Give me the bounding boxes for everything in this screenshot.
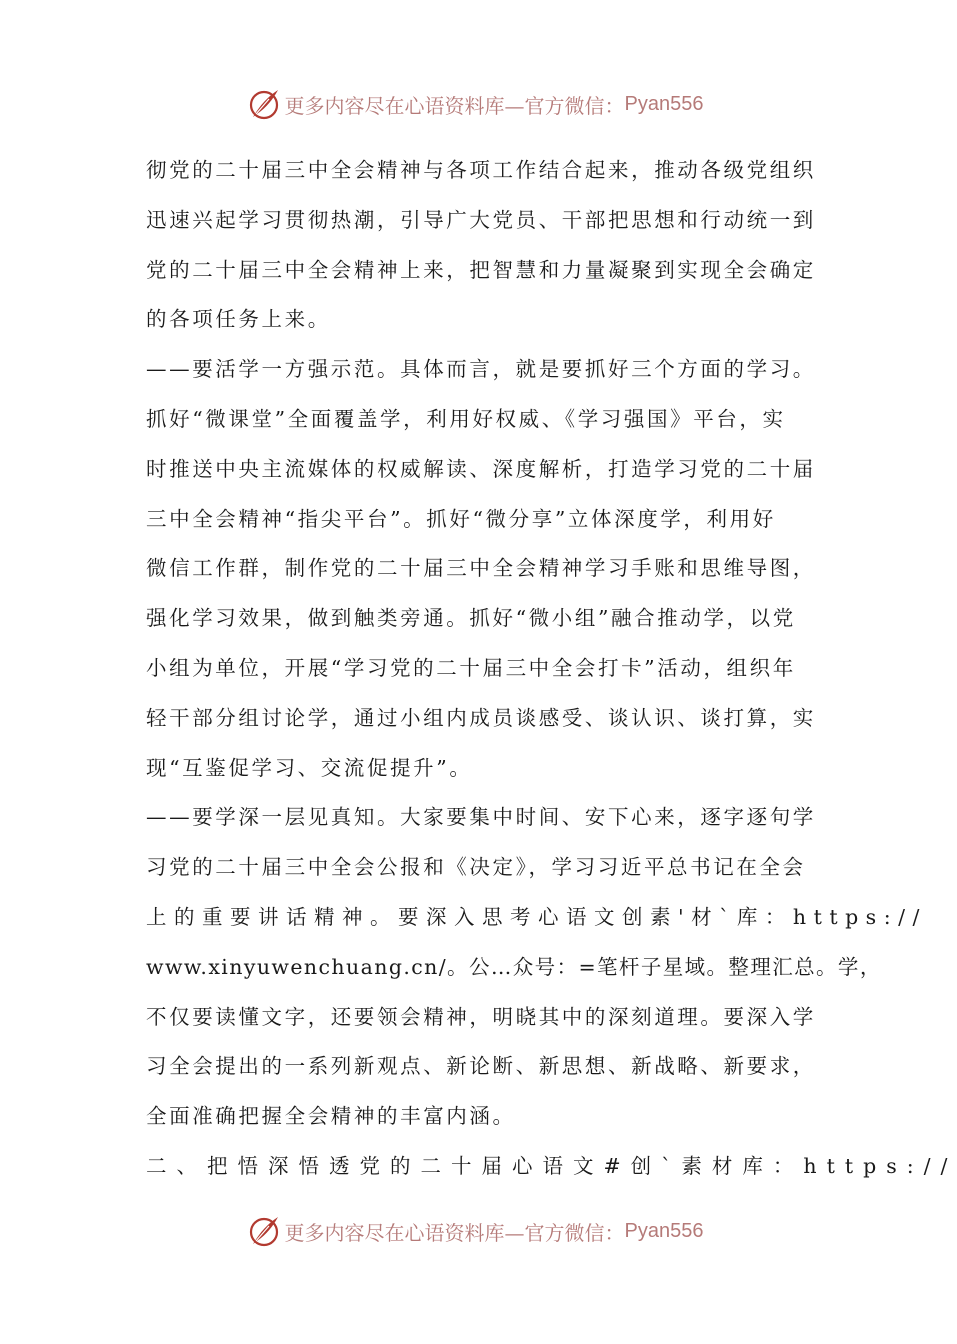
footer-banner bbox=[0, 1211, 950, 1251]
text-line: 抓好“微课堂”全面覆盖学，利用好权威、《学习强国》平台，实 bbox=[146, 406, 786, 431]
text-line: ——要学深一层见真知。大家要集中时间、安下心来，逐字逐句学 bbox=[146, 805, 816, 830]
text-line: www.xinyuwenchuang.cn/。公…众号：=笔杆子星域。整理汇总。学， bbox=[146, 954, 882, 979]
text-line: 时推送中央主流媒体的权威解读、深度解析，打造学习党的二十届 bbox=[146, 456, 816, 481]
banner-wechat-id: Pyan556 bbox=[624, 1219, 704, 1242]
text-line: 现“互鉴促学习、交流促提升”。 bbox=[146, 755, 473, 780]
text-line: 党的二十届三中全会精神上来，把智慧和力量凝聚到实现全会确定 bbox=[146, 257, 816, 282]
text-line: 迅速兴起学习贯彻热潮，引导广大党员、干部把思想和行动统一到 bbox=[146, 207, 816, 232]
document-body bbox=[146, 150, 957, 1196]
text-line: 习全会提出的一系列新观点、新论断、新思想、新战略、新要求， bbox=[146, 1054, 816, 1079]
quill-pen-logo-icon bbox=[247, 1214, 281, 1248]
header-banner bbox=[0, 84, 950, 124]
text-line: 三中全会精神“指尖平台”。抓好“微分享”立体深度学，利用好 bbox=[146, 506, 776, 531]
text-line: 习党的二十届三中全会公报和《决定》，学习习近平总书记在全会 bbox=[146, 855, 806, 880]
text-line: 轻干部分组讨论学，通过小组内成员谈感受、谈认识、谈打算，实 bbox=[146, 705, 816, 730]
text-line: ——要活学一方强示范。具体而言，就是要抓好三个方面的学习。 bbox=[146, 357, 816, 382]
text-line: 的各项任务上来。 bbox=[146, 307, 331, 332]
text-line: 强化学习效果，做到触类旁通。抓好“微小组”融合推动学，以党 bbox=[146, 606, 796, 631]
quill-pen-logo-icon bbox=[247, 87, 281, 121]
banner-text: 更多内容尽在心语资料库—官方微信： bbox=[284, 93, 625, 118]
text-line: 彻党的二十届三中全会精神与各项工作结合起来，推动各级党组织 bbox=[146, 158, 816, 182]
text-line: 全面准确把握全会精神的丰富内涵。 bbox=[146, 1104, 516, 1129]
text-line: 微信工作群，制作党的二十届三中全会精神学习手账和思维导图， bbox=[146, 556, 816, 581]
banner-text: 更多内容尽在心语资料库—官方微信： bbox=[284, 1220, 625, 1245]
text-line: 上的重要讲话精神。要深入思考心语文创素'材`库：https:// bbox=[146, 904, 927, 929]
text-line: 二、把悟深悟透党的二十届心语文#创`素材库：https:// bbox=[146, 1153, 957, 1178]
text-line: 小组为单位，开展“学习党的二十届三中全会打卡”活动，组织年 bbox=[146, 655, 796, 680]
banner-wechat-id: Pyan556 bbox=[624, 92, 704, 115]
text-line: 不仅要读懂文字，还要领会精神，明晓其中的深刻道理。要深入学 bbox=[146, 1004, 816, 1029]
